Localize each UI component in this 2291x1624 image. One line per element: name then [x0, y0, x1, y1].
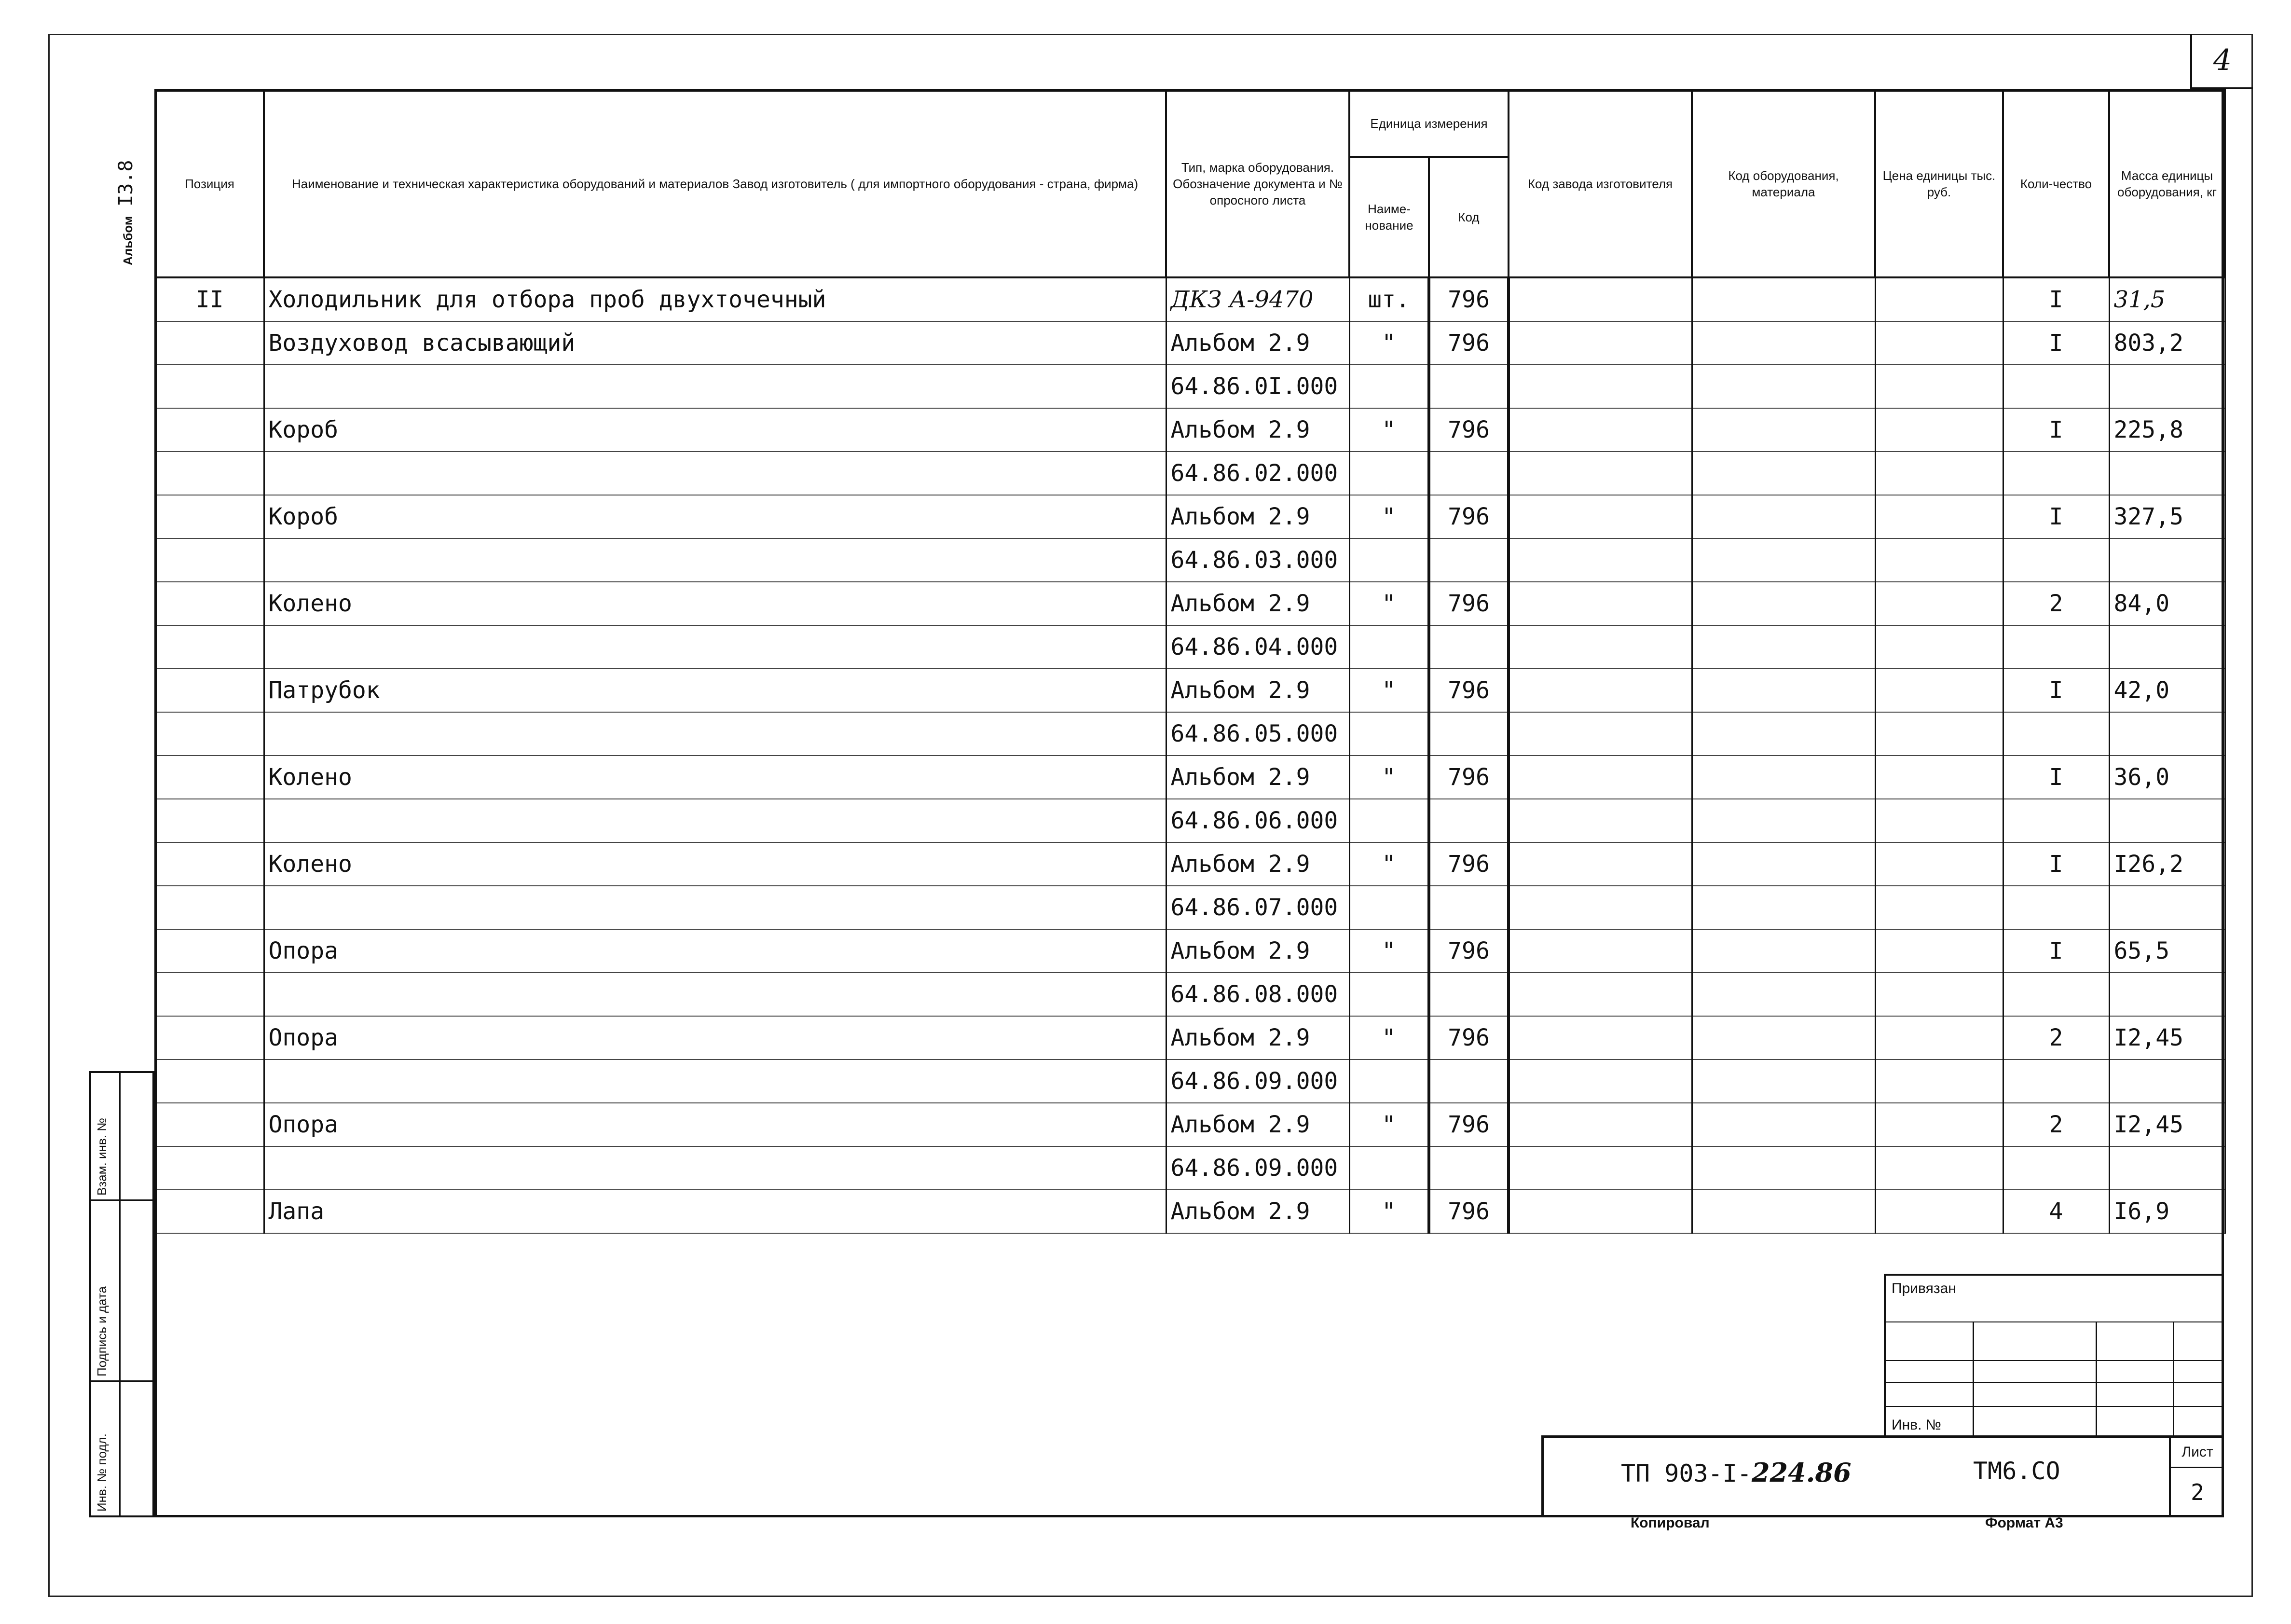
cell-unit: " — [1349, 1016, 1429, 1060]
cell-unit-code: 796 — [1429, 842, 1509, 886]
cell-unit-code: 796 — [1429, 495, 1509, 538]
cell-type: 64.86.05.000 — [1166, 712, 1349, 756]
cell-unit: " — [1349, 582, 1429, 625]
cell-qty: I — [2003, 277, 2109, 321]
cell-unit: " — [1349, 1103, 1429, 1146]
cell-unit: " — [1349, 1190, 1429, 1233]
cell-type: Альбом 2.9 — [1166, 1190, 1349, 1233]
cell-name: Короб — [264, 495, 1166, 538]
cell-unit-code: 796 — [1429, 756, 1509, 799]
sheet-label: Лист — [2171, 1438, 2224, 1468]
cell-name: Колено — [264, 756, 1166, 799]
cell-unit: " — [1349, 321, 1429, 365]
cell-type: Альбом 2.9 — [1166, 1103, 1349, 1146]
cell-name: Колено — [264, 842, 1166, 886]
cell-type: 64.86.09.000 — [1166, 1146, 1349, 1190]
stamp-signature-date: Подпись и дата — [95, 1286, 109, 1376]
cell-mass: 803,2 — [2109, 321, 2225, 365]
format-label: Формат А3 — [1985, 1515, 2063, 1531]
cell-qty: I — [2003, 669, 2109, 712]
cell-mass: 31,5 — [2109, 277, 2225, 321]
cell-type: Альбом 2.9 — [1166, 495, 1349, 538]
sheet-number: 2 — [2191, 1479, 2204, 1505]
header-name: Наименование и техническая характеристика оборудований и материалов Завод изготовитель ( для импортного оборудования - страна, фирма) — [264, 90, 1166, 277]
cell-unit-code: 796 — [1429, 929, 1509, 973]
privyazan-block — [1884, 1274, 2224, 1435]
album-prefix: Альбом — [121, 216, 135, 265]
cell-mass: 42,0 — [2109, 669, 2225, 712]
cell-type: ДКЗ А-9470 — [1166, 277, 1349, 321]
cell-unit-code: 796 — [1429, 408, 1509, 452]
cell-type: 64.86.0I.000 — [1166, 365, 1349, 408]
album-number: I3.8 — [115, 160, 137, 206]
stamp-inv-original: Инв. № подл. — [95, 1433, 109, 1512]
cell-name: Опора — [264, 1103, 1166, 1146]
cell-qty: I — [2003, 408, 2109, 452]
header-equip-code: Код оборудования, материала — [1692, 90, 1875, 277]
cell-type: 64.86.09.000 — [1166, 1060, 1349, 1103]
header-type: Тип, марка оборудования. Обозначение документа и № опросного листа — [1166, 90, 1349, 277]
cell-mass: 36,0 — [2109, 756, 2225, 799]
cell-type: Альбом 2.9 — [1166, 408, 1349, 452]
cell-unit: " — [1349, 756, 1429, 799]
sheet-corner-number: 4 — [2190, 34, 2253, 89]
header-plant-code: Код завода изготовителя — [1509, 90, 1692, 277]
cell-qty: 2 — [2003, 1103, 2109, 1146]
cell-unit-code: 796 — [1429, 582, 1509, 625]
cell-mass: 84,0 — [2109, 582, 2225, 625]
cell-unit-code: 796 — [1429, 1016, 1509, 1060]
cell-name: Воздуховод всасывающий — [264, 321, 1166, 365]
cell-type: Альбом 2.9 — [1166, 669, 1349, 712]
privyazan-label: Привязан — [1892, 1280, 1956, 1296]
cell-qty: 4 — [2003, 1190, 2109, 1233]
cell-mass: I2,45 — [2109, 1016, 2225, 1060]
cell-mass: I2,45 — [2109, 1103, 2225, 1146]
cell-name: Холодильник для отбора проб двухточечный — [264, 277, 1166, 321]
cell-type: Альбом 2.9 — [1166, 582, 1349, 625]
album-label — [110, 130, 149, 270]
cell-mass: I26,2 — [2109, 842, 2225, 886]
cell-unit: шт. — [1349, 277, 1429, 321]
cell-qty: I — [2003, 756, 2109, 799]
header-price: Цена единицы тыс. руб. — [1875, 90, 2003, 277]
cell-unit-code: 796 — [1429, 1190, 1509, 1233]
cell-mass: I6,9 — [2109, 1190, 2225, 1233]
copied-label: Копировал — [1631, 1515, 1710, 1531]
document-code: ТП 903-I-224.86 — [1621, 1457, 1852, 1488]
title-block — [1541, 1435, 2224, 1517]
document-code-handwritten: 224.86 — [1751, 1457, 1852, 1488]
cell-type: Альбом 2.9 — [1166, 842, 1349, 886]
cell-type: Альбом 2.9 — [1166, 929, 1349, 973]
cell-unit: " — [1349, 495, 1429, 538]
cell-mass: 327,5 — [2109, 495, 2225, 538]
cell-qty: 2 — [2003, 582, 2109, 625]
cell-unit: " — [1349, 669, 1429, 712]
cell-qty: I — [2003, 495, 2109, 538]
cell-unit-code: 796 — [1429, 1103, 1509, 1146]
cell-position: II — [155, 277, 264, 321]
header-mass: Масса единицы оборудования, кг — [2109, 90, 2225, 277]
sheet-box — [2169, 1438, 2224, 1517]
cell-name: Опора — [264, 929, 1166, 973]
cell-unit: " — [1349, 929, 1429, 973]
side-stamp — [89, 1071, 154, 1517]
cell-name: Опора — [264, 1016, 1166, 1060]
header-position: Позиция — [155, 90, 264, 277]
cell-mass: 65,5 — [2109, 929, 2225, 973]
cell-name: Лапа — [264, 1190, 1166, 1233]
cell-unit-code: 796 — [1429, 669, 1509, 712]
cell-unit: " — [1349, 842, 1429, 886]
header-unit-code: Код — [1429, 157, 1509, 277]
header-unit-group: Единица измерения — [1349, 90, 1509, 157]
cell-mass: 225,8 — [2109, 408, 2225, 452]
cell-type: 64.86.02.000 — [1166, 452, 1349, 495]
cell-qty: I — [2003, 321, 2109, 365]
stamp-replace-inv: Взам. инв. № — [95, 1117, 109, 1196]
cell-type: 64.86.03.000 — [1166, 538, 1349, 582]
header-unit-name: Наиме-нование — [1349, 157, 1429, 277]
cell-type: Альбом 2.9 — [1166, 1016, 1349, 1060]
cell-type: 64.86.07.000 — [1166, 886, 1349, 929]
cell-unit: " — [1349, 408, 1429, 452]
cell-name: Патрубок — [264, 669, 1166, 712]
cell-unit-code: 796 — [1429, 321, 1509, 365]
cell-unit-code: 796 — [1429, 277, 1509, 321]
cell-type: 64.86.06.000 — [1166, 799, 1349, 842]
cell-qty: I — [2003, 929, 2109, 973]
cell-type: Альбом 2.9 — [1166, 321, 1349, 365]
cell-qty: I — [2003, 842, 2109, 886]
cell-qty: 2 — [2003, 1016, 2109, 1060]
header-qty: Коли-чество — [2003, 90, 2109, 277]
cell-name: Короб — [264, 408, 1166, 452]
document-mark: ТМ6.СО — [1973, 1457, 2060, 1485]
cell-name: Колено — [264, 582, 1166, 625]
cell-type: Альбом 2.9 — [1166, 756, 1349, 799]
cell-type: 64.86.08.000 — [1166, 973, 1349, 1016]
inv-number-label: Инв. № — [1892, 1417, 1941, 1433]
cell-type: 64.86.04.000 — [1166, 625, 1349, 669]
